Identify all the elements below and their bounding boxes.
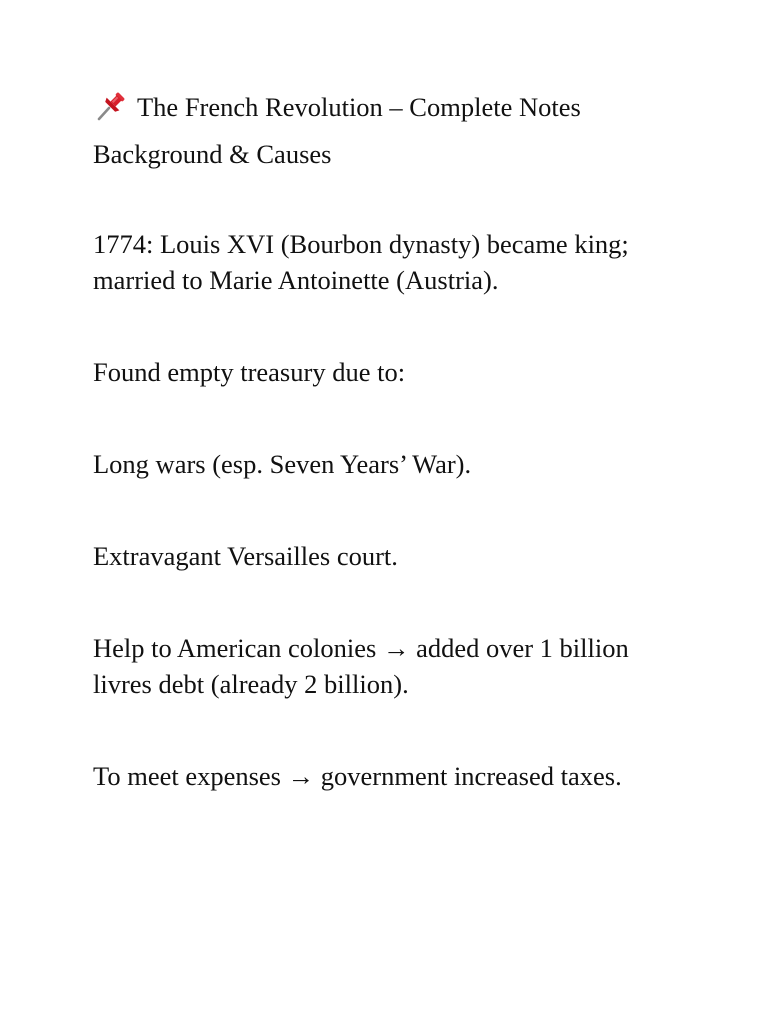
pushpin-icon [93, 90, 127, 124]
paragraph-versailles: Extravagant Versailles court. [93, 541, 398, 571]
paragraph-taxes: To meet expenses → government increased taxes. [93, 761, 622, 791]
document-title-row [93, 88, 693, 126]
document-page [93, 88, 693, 850]
paragraph-empty-treasury: Found empty treasury due to: [93, 357, 406, 387]
paragraph-long-wars: Long wars (esp. Seven Years’ War). [93, 449, 472, 479]
paragraph-american-colonies: Help to American colonies → added over 1 billion livres debt (already 2 billion). [93, 633, 629, 699]
document-title: The French Revolution – Complete Notes [137, 92, 581, 122]
section-heading: Background & Causes [93, 139, 332, 169]
paragraph-louis-xvi: 1774: Louis XVI (Bourbon dynasty) became king; married to Marie Antoinette (Austria). [93, 229, 629, 295]
